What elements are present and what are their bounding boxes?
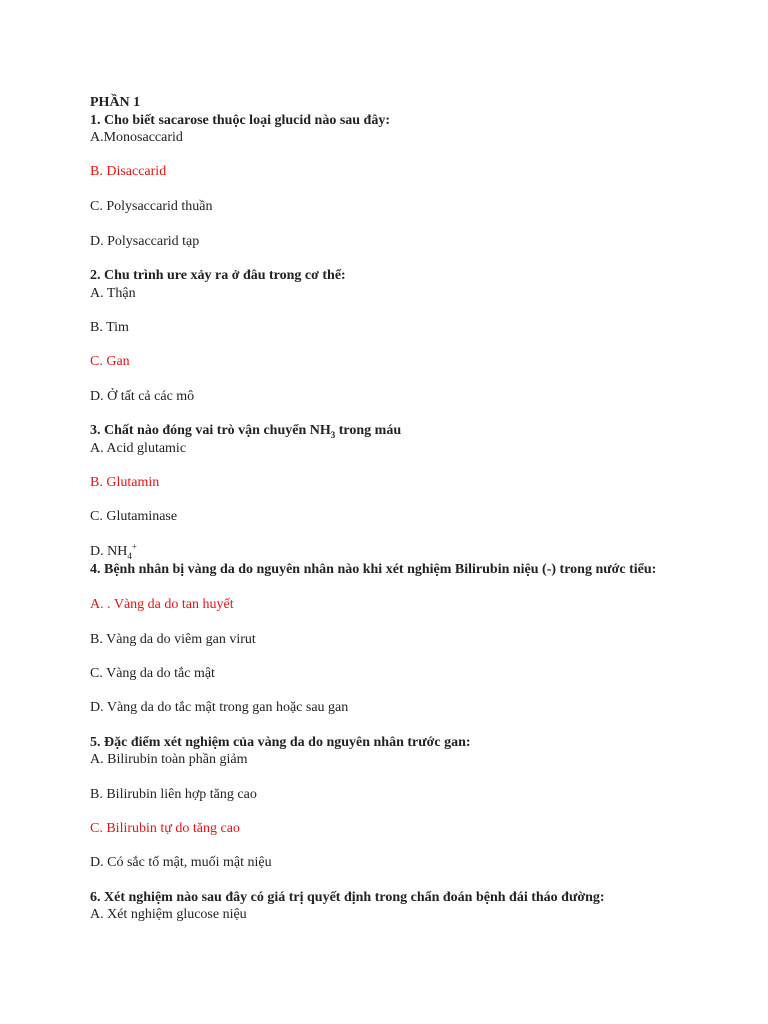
q2-option-b: B. Tim <box>90 320 129 335</box>
q2-option-a: A. Thận <box>90 286 136 301</box>
q3-d-superscript: + <box>131 541 137 552</box>
question-6: 6. Xét nghiệm nào sau đây có giá trị quyết định trong chẩn đoán bệnh đái tháo đường: <box>90 890 605 905</box>
q3-option-c: C. Glutaminase <box>90 509 178 524</box>
q3-text-post: trong máu <box>335 423 402 438</box>
q5-option-c-correct: C. Bilirubin tự do tăng cao <box>90 821 240 836</box>
q1-option-d: D. Polysaccarid tạp <box>90 234 200 249</box>
q1-option-a: A.Monosaccarid <box>90 130 183 145</box>
question-1: 1. Cho biết sacarose thuộc loại glucid nào sau đây: <box>90 113 390 128</box>
q3-option-a: A. Acid glutamic <box>90 441 187 456</box>
q3-text-pre: 3. Chất nào đóng vai trò vận chuyển NH <box>90 423 331 438</box>
q4-option-a-correct: A. . Vàng da do tan huyết <box>90 597 234 612</box>
question-5: 5. Đặc điểm xét nghiệm của vàng da do nguyên nhân trước gan: <box>90 735 471 750</box>
question-3 <box>90 422 401 439</box>
q5-option-b: B. Bilirubin liên hợp tăng cao <box>90 787 257 802</box>
q4-option-c: C. Vàng da do tắc mật <box>90 666 215 681</box>
q3-option-d <box>90 543 137 560</box>
q3-subscript: 3 <box>330 429 336 440</box>
q1-option-c: C. Polysaccarid thuần <box>90 199 213 214</box>
q4-option-d: D. Vàng da do tắc mật trong gan hoặc sau gan <box>90 700 349 715</box>
q3-option-b-correct: B. Glutamin <box>90 475 160 490</box>
q3-d-subscript: 4 <box>127 550 132 561</box>
q1-option-b-correct: B. Disaccarid <box>90 164 167 179</box>
section-title: PHẦN 1 <box>90 95 141 110</box>
question-4: 4. Bệnh nhân bị vàng da do nguyên nhân nào khi xét nghiệm Bilirubin niệu (-) trong nước tiểu: <box>90 562 657 577</box>
q2-option-d: D. Ở tất cả các mô <box>90 389 195 404</box>
question-2: 2. Chu trình ure xảy ra ở đâu trong cơ thể: <box>90 268 346 283</box>
q5-option-d: D. Có sắc tố mật, muối mật niệu <box>90 855 272 870</box>
q3-d-text: D. NH <box>90 544 128 559</box>
q2-option-c-correct: C. Gan <box>90 354 130 369</box>
q4-option-b: B. Vàng da do viêm gan virut <box>90 632 256 647</box>
q6-option-a: A. Xét nghiệm glucose niệu <box>90 907 247 922</box>
q5-option-a: A. Bilirubin toàn phần giảm <box>90 752 248 767</box>
